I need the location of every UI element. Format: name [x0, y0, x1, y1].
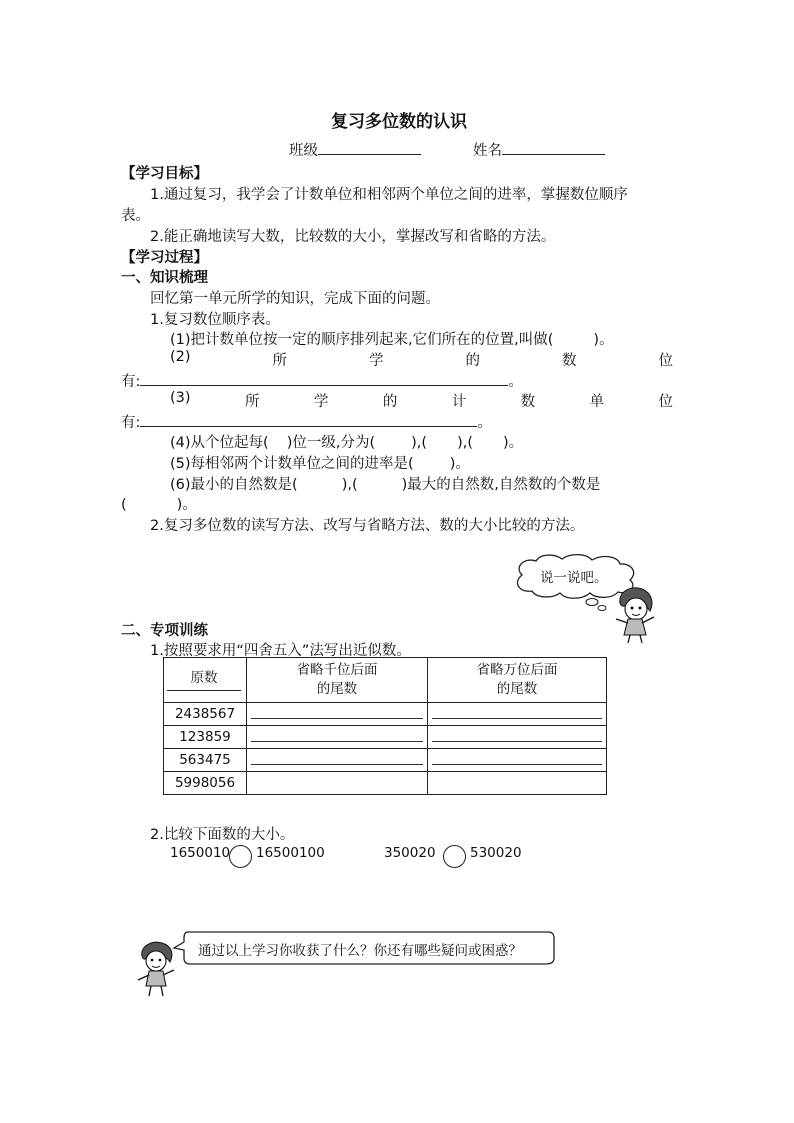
q3-word: 单: [589, 394, 605, 410]
table-row: [164, 703, 607, 726]
answer-line[interactable]: [251, 718, 423, 719]
approximation-table: [163, 657, 607, 795]
compare-b-circle[interactable]: [443, 845, 466, 868]
name-label: 姓名: [473, 143, 502, 159]
q2-word: 位: [658, 353, 673, 369]
part1-heading: 一、知识梳理: [121, 270, 208, 286]
question-5: [170, 452, 470, 473]
compare-b-left: 350020: [384, 845, 436, 861]
header-omit-ten-thousands-line-2: 的尾数: [496, 681, 538, 697]
header-omit-thousands-line-2: 的尾数: [316, 681, 358, 697]
answer-line[interactable]: [251, 764, 423, 765]
question-4: [170, 431, 523, 452]
original-number-cell: 563475: [164, 749, 247, 772]
class-field[interactable]: [289, 139, 421, 160]
question-6: [170, 473, 600, 494]
q1-end: )。: [593, 332, 614, 348]
q2-word: (2): [170, 349, 191, 365]
compare-a-right: 16500100: [256, 845, 325, 861]
header-omit-ten-thousands: [428, 658, 607, 703]
question-1: [170, 328, 614, 349]
q3-word: 所: [244, 394, 260, 410]
table-row: [164, 772, 607, 795]
answer-line[interactable]: [432, 741, 602, 742]
table-row: [164, 726, 607, 749]
answer-ten-thousands-cell[interactable]: [428, 726, 607, 749]
q3-prefix: 有:: [121, 415, 141, 431]
bubble-bottom-text: 通过以上学习你收获了什么？你还有哪些疑问或困惑？: [198, 943, 522, 959]
answer-ten-thousands-cell[interactable]: [428, 772, 607, 795]
cartoon-girl-bottom: [134, 940, 178, 998]
header-omit-thousands-line-1: 省略千位后面: [296, 662, 378, 678]
q6-part-e: )。: [176, 497, 197, 513]
original-number-cell: 2438567: [164, 703, 247, 726]
goals-heading: 【学习目标】: [121, 166, 208, 182]
bubble-top-text: 说一说吧。: [540, 570, 608, 586]
class-label: 班级: [289, 143, 318, 159]
part2-heading: 二、专项训练: [121, 623, 208, 639]
process-heading: 【学习过程】: [121, 250, 208, 266]
table-row: [164, 749, 607, 772]
header-omit-thousands: [247, 658, 428, 703]
intro-text: 回忆第一单元所学的知识，完成下面的问题。: [150, 291, 440, 307]
q6-part-c: )最大的自然数,自然数的个数是: [401, 477, 601, 493]
answer-line[interactable]: [432, 718, 602, 719]
q4-part-e: )。: [503, 435, 524, 451]
q6-part-a: (6)最小的自然数是(: [170, 477, 298, 493]
original-number-cell: 5998056: [164, 772, 247, 795]
q3-blank[interactable]: [140, 412, 477, 427]
goal-2: 2.能正确地读写大数，比较数的大小，掌握改写和省略的方法。: [150, 229, 556, 245]
q2-word: 学: [369, 353, 384, 369]
q4-part-c: ),(: [411, 435, 428, 451]
q2-word: 所: [272, 353, 288, 369]
answer-ten-thousands-cell[interactable]: [428, 703, 607, 726]
q5-part-a: (5)每相邻两个计数单位之间的进率是(: [170, 456, 414, 472]
question-2-words: [170, 349, 673, 370]
q4-part-a: (4)从个位起每(: [170, 435, 269, 451]
q3-word: (3): [170, 390, 191, 406]
answer-thousands-cell[interactable]: [247, 749, 428, 772]
answer-thousands-cell[interactable]: [247, 703, 428, 726]
q1-text: (1)把计数单位按一定的顺序排列起来,它们所在的位置,叫做(: [170, 332, 554, 348]
goal-1-line-2: 表。: [121, 208, 150, 224]
question-3-words: [170, 390, 673, 411]
item-2: 2.复习多位数的读写方法、改写与省略方法、数的大小比较的方法。: [150, 518, 585, 534]
q3-word: 计: [451, 394, 467, 410]
q4-part-d: ),(: [457, 435, 474, 451]
compare-b-right: 530020: [470, 845, 522, 861]
page-title: 复习多位数的认识: [331, 112, 467, 132]
name-blank[interactable]: [502, 140, 605, 155]
answer-line[interactable]: [251, 741, 423, 742]
q2-blank[interactable]: [140, 371, 508, 386]
answer-line[interactable]: [432, 764, 602, 765]
q6-part-b: ),(: [341, 477, 358, 493]
q2-word: 的: [465, 353, 480, 369]
q2-word: 数: [561, 353, 577, 369]
q3-word: 学: [313, 394, 329, 410]
name-field[interactable]: [473, 139, 605, 160]
header-omit-ten-thousands-line-1: 省略万位后面: [476, 662, 558, 678]
compare-a-left: 1650010: [170, 845, 231, 861]
answer-thousands-cell[interactable]: [247, 726, 428, 749]
training-item-2: 2.比较下面数的大小。: [150, 827, 295, 843]
q6-part-d: (: [121, 497, 127, 513]
original-number-cell: 123859: [164, 726, 247, 749]
cartoon-girl-top: [610, 585, 660, 645]
q3-word: 的: [382, 394, 398, 410]
q3-word: 数: [520, 394, 536, 410]
question-2-answer: [121, 370, 523, 391]
answer-thousands-cell[interactable]: [247, 772, 428, 795]
q3-end: 。: [477, 415, 492, 431]
answer-ten-thousands-cell[interactable]: [428, 749, 607, 772]
q2-prefix: 有:: [121, 374, 141, 390]
header-original-number: [164, 658, 247, 703]
question-3-answer: [121, 411, 492, 432]
q5-part-b: )。: [449, 456, 470, 472]
goal-1-line-1: 1.通过复习，我学会了计数单位和相邻两个单位之间的进率，掌握数位顺序: [150, 187, 628, 203]
compare-a-circle[interactable]: [229, 845, 252, 868]
item-1: 1.复习数位顺序表。: [150, 312, 280, 328]
q4-part-b: )位一级,分为(: [286, 435, 376, 451]
q2-end: 。: [508, 374, 523, 390]
q3-word: 位: [658, 394, 673, 410]
question-6-continued: [121, 493, 197, 514]
header-original-label: 原数: [167, 669, 241, 691]
training-item-1: 1.按照要求用“四舍五入”法写出近似数。: [150, 643, 411, 659]
table-header-row: [164, 658, 607, 703]
class-blank[interactable]: [318, 140, 421, 155]
